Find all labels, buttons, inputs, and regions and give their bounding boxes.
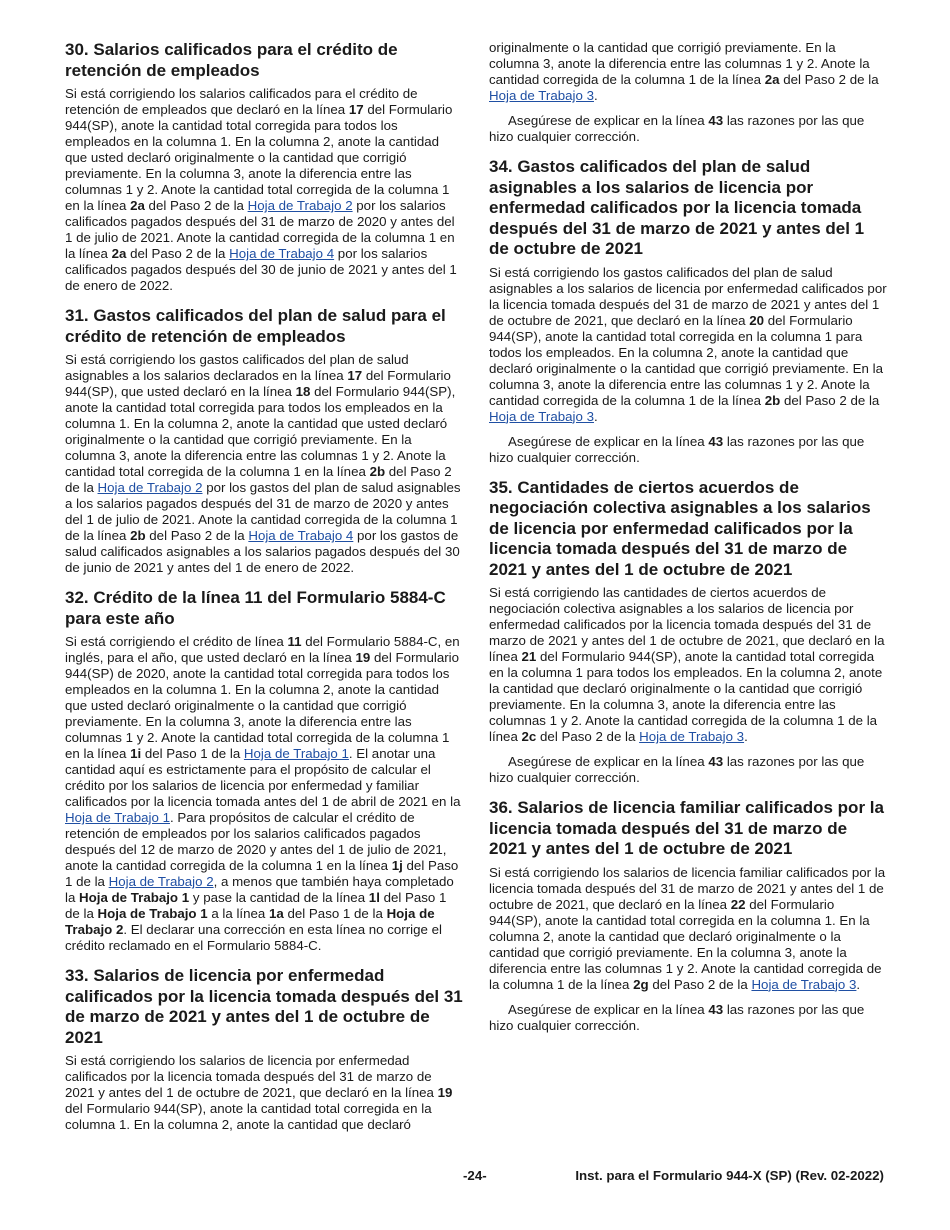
text-run: Si está corrigiendo los gastos calificados del plan de salud asignables a los salarios declarados en la línea (65, 352, 409, 383)
worksheet-link[interactable]: Hoja de Trabajo 3 (489, 88, 594, 103)
worksheet-link[interactable]: Hoja de Trabajo 4 (229, 246, 335, 261)
text-run: del Formulario 944(SP), anote la cantidad total corregida para todos los empleados en la columna 1. En la columna 2, anote la cantidad que usted declaró originalmente o la cantidad que corrigió previamente. En la columna 3, anote la diferencia entre las columnas 1 y 2. Anote la cantidad total corregida de la columna 1 en la línea (65, 102, 453, 213)
text-run: del Formulario 944(SP), anote la cantidad total corregida en la columna 1. En la columna 2, anote la cantidad que declaró originalmente o la cantidad que corrigió previamente. En la columna 3, anote la diferencia entre las columnas 1 y 2. Anote la cantidad corregida de la columna 1 de la línea (489, 896, 882, 992)
text-run: . (744, 729, 748, 744)
text-run: las razones por las que hizo cualquier corrección. (489, 1001, 865, 1033)
section-title: 36. Salarios de licencia familiar calificados por la licencia tomada después del 31 de marzo de 2021 y antes del 1 de octubre de 2021 (489, 798, 884, 858)
bold-reference: 2c (521, 729, 537, 744)
section-33-continued (489, 40, 887, 145)
text-run: del Formulario 944(SP), anote la cantidad total corregida en la columna 1 para todos los empleados. En la columna 2, anote la cantidad que declaró originalmente o la cantidad que corrigió previamente. En la columna 3, anote la diferencia entre las columnas 1 y 2. Anote la cantidad corregida de la columna 1 de la línea (489, 649, 883, 744)
bold-reference: 21 (521, 649, 537, 664)
section-35 (489, 478, 887, 787)
worksheet-link[interactable]: Hoja de Trabajo 2 (108, 874, 214, 889)
worksheet-link[interactable]: Hoja de Trabajo 3 (639, 729, 745, 744)
section-body (65, 352, 463, 576)
section-body (489, 265, 887, 425)
text-run: las razones por las que hizo cualquier corrección. (489, 113, 865, 144)
text-run: del Formulario 944(SP), que usted declaró en la línea (65, 368, 451, 399)
text-run: Asegúrese de explicar en la línea (508, 113, 709, 128)
bold-reference: 43 (708, 1001, 724, 1017)
text-run: del Formulario 944(SP), anote la cantidad total corregida en la columna 1 para todos los empleados. En la columna 2, anote la cantidad que declaró originalmente o la cantidad que corrigió previamente. En la columna 3, anote la diferencia entre las columnas 1 y 2. Anote la cantidad corregida de la columna 1 de la línea (489, 312, 883, 408)
bold-reference: 17 (347, 368, 363, 383)
text-run: Asegúrese de explicar en la línea (508, 1001, 709, 1017)
bold-reference: 2b (130, 528, 146, 543)
worksheet-link[interactable]: Hoja de Trabajo 1 (243, 746, 349, 761)
bold-reference: 2a (111, 246, 127, 261)
text-run: del Paso 2 de la (65, 464, 452, 495)
text-run: las razones por las que hizo cualquier corrección. (489, 754, 865, 785)
bold-reference: 22 (730, 896, 746, 912)
section-title: 34. Gastos calificados del plan de salud asignables a los salarios de licencia por enfermedad calificados por la licencia tomada después del 31 de marzo de 2021 y antes del 1 de octubre de 2021 (489, 157, 865, 258)
bold-reference: Hoja de Trabajo 1 (79, 890, 190, 905)
text-run: del Paso 2 de la (648, 976, 752, 992)
bold-reference: 20 (749, 312, 765, 328)
text-run: del Paso 1 de la (65, 858, 459, 889)
worksheet-link[interactable]: Hoja de Trabajo 1 (65, 810, 170, 825)
text-run: y pase la cantidad de la línea (189, 890, 369, 905)
text-run: del Paso 2 de la (145, 528, 249, 543)
left-column (65, 40, 463, 1145)
worksheet-link[interactable]: Hoja de Trabajo 4 (248, 528, 354, 543)
page-footer (0, 1168, 950, 1188)
bold-reference: 2b (369, 464, 386, 479)
explanation-note (489, 1002, 887, 1034)
section-title: 35. Cantidades de ciertos acuerdos de negociación colectiva asignables a los salarios de licencia por enfermedad calificados por la licencia tomada después del 31 de marzo de 2021 y antes del 1 de octubre de 2021 (489, 477, 871, 579)
text-run: . El declarar una corrección en esta línea no corrige el crédito reclamado en el Formulario 5884-C. (65, 922, 442, 953)
text-run: del Paso 2 de la (536, 729, 640, 744)
text-run: del Paso 2 de la (779, 72, 879, 87)
text-run: del Paso 1 de la (141, 746, 244, 761)
text-run: del Formulario 5884-C, en inglés, para el año, que usted declaró en la línea (65, 634, 460, 665)
bold-reference: 43 (708, 113, 724, 128)
text-run: a la línea (207, 906, 269, 921)
section-34 (489, 157, 887, 466)
text-run: del Paso 1 de la (65, 890, 447, 921)
bold-reference: 2a (764, 72, 780, 87)
text-run: del Paso 1 de la (283, 906, 387, 921)
text-run: . El anotar una cantidad aquí es estrictamente para el propósito de calcular el crédito por los salarios de licencia por enfermedad y familiar calificados por la licencia tomada antes del 1 de abril de 2021 en la (65, 746, 461, 809)
text-run: Asegúrese de explicar en la línea (508, 754, 709, 769)
section-body (489, 585, 887, 745)
section-body (65, 1053, 463, 1133)
text-run: del Formulario 944(SP), anote la cantidad total corregida para todos los empleados en la columna 1. En la columna 2, anote la cantidad que usted declaró originalmente o la cantidad que corrigió previamente. En la columna 3, anote la diferencia entre las columnas 1 y 2. Anote la cantidad total corregida de la columna 1 en la línea (65, 384, 456, 479)
section-title: 33. Salarios de licencia por enfermedad calificados por la licencia tomada después del 31 de marzo de 2021 y antes del 1 de octubre de 2021 (65, 966, 463, 1047)
bold-reference: 2g (633, 976, 649, 992)
text-run: Si está corrigiendo los salarios de licencia por enfermedad calificados por la licencia tomada después del 31 de marzo de 2021 y antes del 1 de octubre de 2021, que declaró en la línea (65, 1053, 438, 1100)
section-body (65, 86, 463, 294)
section-title: 31. Gastos calificados del plan de salud para el crédito de retención de empleados (65, 306, 446, 346)
text-run: por los salarios calificados pagados después del 31 de marzo de 2020 y antes del 1 de julio de 2021. Anote la cantidad corregida de la columna 1 en la línea (65, 198, 455, 261)
text-run: del Formulario 944(SP) de 2020, anote la cantidad total corregida para todos los empleados en la columna 1. En la columna 2, anote la cantidad que usted declaró originalmente o la cantidad que corrigió previamente. En la columna 3, anote la diferencia entre las columnas 1 y 2. Anote la cantidad total corregida de la columna 1 en la línea (65, 650, 460, 761)
text-run: del Formulario 944(SP), anote la cantidad total corregida en la columna 1. En la columna 2, anote la cantidad que declaró (65, 1101, 432, 1132)
text-run: Si está corrigiendo los salarios de licencia familiar calificados por la licencia tomada después del 31 de marzo de 2021 y antes del 1 de octubre de 2021, que declaró en la línea (489, 864, 886, 912)
bold-reference: 18 (295, 384, 311, 399)
section-title: 30. Salarios calificados para el crédito de retención de empleados (65, 40, 398, 80)
section-body (489, 865, 887, 993)
bold-reference: 43 (708, 754, 724, 769)
worksheet-link[interactable]: Hoja de Trabajo 3 (489, 408, 594, 424)
section-36 (489, 798, 887, 1034)
text-run: las razones por las que hizo cualquier corrección. (489, 433, 865, 465)
right-column (489, 40, 887, 1046)
text-run: del Paso 2 de la (780, 392, 880, 408)
section-31 (65, 306, 463, 576)
text-run: . Para propósitos de calcular el crédito de retención de empleados por los salarios calificados pagados después del 12 de marzo de 2020 y antes del 1 de julio de 2021, anote la cantidad corregida de la columna 1 en la línea (65, 810, 447, 873)
section-32 (65, 588, 463, 954)
bold-reference: 17 (348, 102, 364, 117)
text-run: Asegúrese de explicar en la línea (508, 433, 709, 449)
text-run: por los salarios calificados pagados después del 30 de junio de 2021 y antes del 1 de enero de 2022. (65, 246, 457, 293)
bold-reference: 1i (130, 746, 142, 761)
bold-reference: 19 (437, 1085, 453, 1100)
text-run: . (593, 88, 598, 103)
page-number: -24- (463, 1168, 487, 1183)
text-run: del Paso 2 de la (144, 198, 248, 213)
explanation-note (489, 754, 887, 786)
worksheet-link[interactable]: Hoja de Trabajo 2 (247, 198, 353, 213)
bold-reference: 11 (287, 634, 302, 649)
text-run: , a menos que también haya completado la (65, 874, 454, 905)
text-run: por los gastos del plan de salud asignables a los salarios pagados después del 31 de marzo de 2020 y antes del 1 de julio de 2021. Anote la cantidad corregida de la columna 1 de la línea (65, 480, 461, 543)
text-run: Si está corrigiendo los salarios calificados para el crédito de retención de empleados que declaró en la línea (65, 86, 418, 117)
bold-reference: 2b (764, 392, 781, 408)
worksheet-link[interactable]: Hoja de Trabajo 3 (751, 976, 857, 992)
section-body (65, 634, 463, 954)
text-run: . (856, 976, 861, 992)
bold-reference: 1j (391, 858, 403, 873)
section-30 (65, 40, 463, 294)
text-run: del Paso 2 de la (126, 246, 230, 261)
text-run: por los gastos de salud calificados asignables a los salarios pagados después del 30 de junio de 2021 y antes del 1 de enero de 2022. (65, 528, 460, 575)
text-run: Si está corrigiendo el crédito de línea (65, 634, 288, 649)
text-run: Si está corrigiendo las cantidades de ciertos acuerdos de negociación colectiva asignables a los salarios de licencia por enfermedad calificados por la licencia tomada después del 31 de marzo de 2021 y antes del 1 de octubre de 2021, que declaró en la línea (489, 585, 885, 664)
worksheet-link[interactable]: Hoja de Trabajo 2 (97, 480, 203, 495)
text-run: originalmente o la cantidad que corrigió previamente. En la columna 3, anote la diferencia entre las columnas 1 y 2. Anote la cantidad corregida de la columna 1 de la línea (489, 40, 870, 87)
bold-reference: 43 (708, 433, 724, 449)
bold-reference: 19 (355, 650, 371, 665)
bold-reference: Hoja de Trabajo 1 (97, 906, 208, 921)
explanation-note (489, 113, 887, 145)
section-title: 32. Crédito de la línea 11 del Formulario 5884-C para este año (65, 588, 446, 628)
bold-reference: Hoja de Trabajo 2 (65, 906, 435, 937)
text-run: . (593, 408, 598, 424)
document-title: Inst. para el Formulario 944-X (SP) (Rev. 02-2022) (575, 1168, 884, 1183)
explanation-note (489, 434, 887, 466)
text-run: Si está corrigiendo los gastos calificados del plan de salud asignables a los salarios de licencia por enfermedad calificados por la licencia tomada después del 31 de marzo de 2021 y antes del 1 de octubre de 2021, que declaró en la línea (489, 264, 887, 328)
bold-reference: 1l (368, 890, 380, 905)
section-body (489, 40, 887, 104)
bold-reference: 2a (130, 198, 145, 213)
bold-reference: 1a (269, 906, 284, 921)
section-33 (65, 966, 463, 1133)
